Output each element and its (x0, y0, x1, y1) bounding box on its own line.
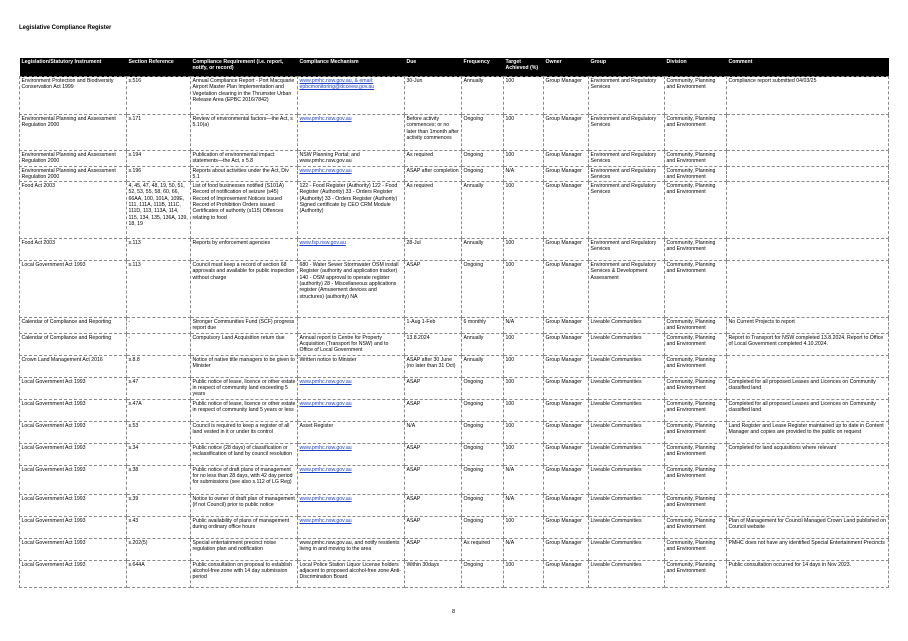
table-cell: Ongoing (462, 261, 504, 318)
table-cell: ASAP (405, 261, 462, 318)
table-cell: Liveable Communities (589, 399, 665, 421)
table-cell: Notice of native title managers to be given to Minister (191, 355, 298, 377)
table-cell: Community, Planning and Environment (665, 443, 727, 465)
table-cell: s.47 (127, 377, 191, 399)
table-cell: As required (405, 151, 462, 167)
table-cell: Local Government Act 1993 (20, 538, 127, 560)
table-cell: Local Government Act 1993 (20, 465, 127, 494)
table-cell: Local Government Act 1993 (20, 560, 127, 587)
table-cell: Community, Planning and Environment (665, 239, 727, 261)
table-cell: No Current Projects to report (727, 318, 889, 334)
table-cell: Liveable Communities (589, 377, 665, 399)
table-cell: Calendar of Compliance and Reporting (20, 333, 127, 355)
table-cell: Liveable Communities (589, 465, 665, 494)
table-cell: Liveable Communities (589, 355, 665, 377)
table-cell: Liveable Communities (589, 421, 665, 443)
table-cell[interactable]: www.pmhc.nsw.gov.au (298, 115, 405, 151)
table-cell: Environmental Planning and Assessment Regulation 2000 (20, 115, 127, 151)
table-cell: Report to Transport for NSW completed 13.8.2024. Report to Office of Local Government completed 4.10.2024. (727, 333, 889, 355)
table-cell: Public notice (28 days) of classification or reclassification of land by council resolution (191, 443, 298, 465)
table-row (20, 318, 889, 334)
compliance-register-table (19, 58, 889, 588)
col-header: Comment (727, 58, 889, 77)
table-cell: Ongoing (462, 399, 504, 421)
table-cell: Public availability of plans of management during ordinary office hours (191, 516, 298, 538)
table-cell: Liveable Communities (589, 494, 665, 516)
table-cell[interactable]: www.pmhc.nsw.gov.au (298, 399, 405, 421)
table-row (20, 333, 889, 355)
table-cell: 680 - Water Sewer Stormwater OSM install Register (authority and application tracker) 140 - OSM approval to operate register (authority) 28 - Miscellaneous applications register (Amusement devices and structures) (authority) NA (298, 261, 405, 318)
table-cell (727, 115, 889, 151)
table-cell (727, 151, 889, 167)
table-cell[interactable]: www.fsp.nsw.gov.au (298, 239, 405, 261)
table-cell: Group Manager (544, 560, 589, 587)
table-cell: 100 (504, 377, 544, 399)
col-header: Target Achieved (%) (504, 58, 544, 77)
table-cell: Land Register and Lease Register maintained up to date in Content Manager and copies are provided to the public on request (727, 421, 889, 443)
table-cell: ASAP (405, 377, 462, 399)
table-cell: N/A (504, 166, 544, 182)
col-header: Frequency (462, 58, 504, 77)
table-cell (727, 182, 889, 239)
table-cell[interactable]: www.pmhc.nsw.gov.au, & email: epbcmonitoring@dcceew.gov.au (298, 77, 405, 115)
table-cell: N/A (504, 465, 544, 494)
table-cell: Environment and Regulatory Services (589, 151, 665, 167)
table-cell: Reports by enforcement agencies (191, 239, 298, 261)
table-cell: Public notice of lease, licence or other estate in respect of community land exceeding 5 years (191, 377, 298, 399)
table-cell: 100 (504, 115, 544, 151)
table-cell: Review of environmental factors—the Act, s 5.10(a) (191, 115, 298, 151)
table-cell: Community, Planning and Environment (665, 399, 727, 421)
table-cell: Group Manager (544, 182, 589, 239)
table-cell: Community, Planning and Environment (665, 318, 727, 334)
table-cell[interactable]: www.pmhc.nsw.gov.au (298, 443, 405, 465)
table-cell: s.113 (127, 239, 191, 261)
table-cell: Public notice of lease, licence or other estate in respect of community land 5 years or less (191, 399, 298, 421)
table-cell: - (127, 333, 191, 355)
table-cell: Liveable Communities (589, 333, 665, 355)
table-cell: s.39 (127, 494, 191, 516)
table-cell: Environmental Planning and Assessment Regulation 2000 (20, 151, 127, 167)
table-cell: ASAP after completion (405, 166, 462, 182)
table-row (20, 465, 889, 494)
table-cell: List of food businesses notified (S101A) Record of notification of seizure (s45) Record of Improvement Notices issued Record of Prohibition Orders issued Certificates of authority (s115) Offences relating to food (191, 182, 298, 239)
table-cell: ASAP (405, 538, 462, 560)
table-row (20, 151, 889, 167)
table-cell[interactable]: NSW Planning Portal; and www.pmhc.nsw.gov.au (298, 151, 405, 167)
table-cell: 100 (504, 182, 544, 239)
table-cell: Community, Planning and Environment (665, 494, 727, 516)
table-cell: Annual report to Centre for Property Acquisition (Transport for NSW) and to Office of Local Government (298, 333, 405, 355)
table-cell: ASAP (405, 443, 462, 465)
col-header: Due (405, 58, 462, 77)
table-cell: Ongoing (462, 115, 504, 151)
table-cell: Community, Planning and Environment (665, 166, 727, 182)
table-cell: Local Government Act 1993 (20, 261, 127, 318)
table-cell: - (127, 318, 191, 334)
table-cell: Group Manager (544, 239, 589, 261)
table-cell: ASAP (405, 465, 462, 494)
table-cell (727, 166, 889, 182)
table-cell: 100 (504, 261, 544, 318)
table-cell: Written notice to Minister (298, 355, 405, 377)
table-cell: 100 (504, 77, 544, 115)
table-cell: Environment Protection and Biodiversity Conservation Act 1999 (20, 77, 127, 115)
col-header: Section Reference (127, 58, 191, 77)
table-cell: Ongoing (462, 377, 504, 399)
table-cell: Liveable Communities (589, 538, 665, 560)
table-cell: Group Manager (544, 421, 589, 443)
table-cell: Community, Planning and Environment (665, 182, 727, 239)
table-cell: 100 (504, 333, 544, 355)
table-cell: 100 (504, 151, 544, 167)
table-cell: Annual Compliance Report - Port Macquarie Airport Master Plan Implementation and Vegetation clearing in the Thrumster Urban Release Area (EPBC 2016/7842) (191, 77, 298, 115)
table-cell: 100 (504, 443, 544, 465)
table-row (20, 239, 889, 261)
table-cell: Ongoing (462, 465, 504, 494)
table-cell: Group Manager (544, 355, 589, 377)
table-cell: s.171 (127, 115, 191, 151)
table-cell: Annually (462, 182, 504, 239)
table-cell: Environment and Regulatory Services (589, 182, 665, 239)
table-row (20, 443, 889, 465)
table-cell[interactable]: www.pmhc.nsw.gov.au (298, 494, 405, 516)
table-cell: 4, 45, 47, 48, 19, 50, 51, 52, 53, 55, 58, 60, 66, 66AA, 100, 101A, 109E, 111, 111A, 111B, 111C, 111D, 113, 113A, 114, 115, 134, 135, 136A, 139, 18, 19 (127, 182, 191, 239)
table-cell: Ongoing (462, 166, 504, 182)
table-cell: s.53 (127, 421, 191, 443)
table-cell: Community, Planning and Environment (665, 560, 727, 587)
table-cell: Environmental Planning and Assessment Regulation 2000 (20, 166, 127, 182)
table-cell: Asset Register (298, 421, 405, 443)
table-cell: Reports about activities under the Act, Div 5.1 (191, 166, 298, 182)
table-cell: Community, Planning and Environment (665, 516, 727, 538)
table-cell: Compliance report submitted 04/03/25 (727, 77, 889, 115)
page-number: 8 (452, 609, 456, 615)
table-cell: ASAP (405, 494, 462, 516)
table-cell: 100 (504, 355, 544, 377)
table-cell: Ongoing (462, 151, 504, 167)
table-cell: 6 monthly (462, 318, 504, 334)
table-row (20, 421, 889, 443)
table-cell: 100 (504, 239, 544, 261)
table-row (20, 77, 889, 115)
table-cell (298, 318, 405, 334)
col-header: Division (665, 58, 727, 77)
table-cell: s.196 (127, 166, 191, 182)
table-row (20, 355, 889, 377)
table-cell[interactable]: www.pmhc.nsw.gov.au (298, 516, 405, 538)
table-cell: Public notice of draft plans of management for no less than 28 days, with 42 day period for submissions (see also s.112 of LG Reg) (191, 465, 298, 494)
table-cell: Public consultation occurred for 14 days in Nov 2023. (727, 560, 889, 587)
table-cell: s.644A (127, 560, 191, 587)
table-cell: 1-Aug 1-Feb (405, 318, 462, 334)
table-cell: Ongoing (462, 560, 504, 587)
table-cell: N/A (405, 421, 462, 443)
table-cell: Local Police Station Liquor License holders adjacent to proposed alcohol-free zone Anti-Discrimination Board (298, 560, 405, 587)
table-row (20, 182, 889, 239)
table-cell: N/A (504, 318, 544, 334)
table-row (20, 261, 889, 318)
table-cell: Annually (462, 333, 504, 355)
table-cell: Environment and Regulatory Services (589, 115, 665, 151)
col-header: Owner (544, 58, 589, 77)
table-cell: Environment and Regulatory Services (589, 239, 665, 261)
table-cell: s.8.8 (127, 355, 191, 377)
table-cell: Crown Land Management Act 2016 (20, 355, 127, 377)
table-cell: Group Manager (544, 333, 589, 355)
table-cell: Annually (462, 355, 504, 377)
table-cell: Within 30days (405, 560, 462, 587)
table-cell: N/A (504, 538, 544, 560)
table-cell: 122 - Food Register (Authority) 122 - Food Register (Authority) 33 - Orders Register (Authority) 33 - Orders Register (Authority) Signed certificate by CEO CRM Module (Authority) (298, 182, 405, 239)
table-cell: ASAP after 30 June (no later than 31 Oct) (405, 355, 462, 377)
table-cell (727, 261, 889, 318)
table-cell: Special entertainment precinct noise regulation plan and notification (191, 538, 298, 560)
table-cell: Food Act 2003 (20, 182, 127, 239)
table-cell: N/A (504, 494, 544, 516)
table-cell: s.43 (127, 516, 191, 538)
table-cell[interactable]: www.pmhc.nsw.gov.au, and notify residents living in and moving to the area (298, 538, 405, 560)
table-cell: Community, Planning and Environment (665, 151, 727, 167)
table-row (20, 377, 889, 399)
table-cell: s.38 (127, 465, 191, 494)
table-cell: s.516 (127, 77, 191, 115)
table-cell[interactable]: www.pmhc.nsw.gov.au (298, 465, 405, 494)
table-cell: Public consultation on proposal to establish alcohol-free zone with 14 day submission period (191, 560, 298, 587)
table-cell: s.47A (127, 399, 191, 421)
table-cell: Council must keep a record of section 68 approvals and available for public inspection without charge (191, 261, 298, 318)
table-cell (727, 355, 889, 377)
table-cell: As required (462, 538, 504, 560)
table-cell: ASAP (405, 516, 462, 538)
table-cell: Group Manager (544, 115, 589, 151)
table-cell: 100 (504, 421, 544, 443)
table-cell: Group Manager (544, 318, 589, 334)
table-cell: 28-Jul (405, 239, 462, 261)
table-cell: PMHC does not have any identified Special Entertainment Precincts (727, 538, 889, 560)
table-cell: As required (405, 182, 462, 239)
table-cell: Community, Planning and Environment (665, 377, 727, 399)
table-cell: Liveable Communities (589, 318, 665, 334)
table-cell: Local Government Act 1993 (20, 421, 127, 443)
table-cell: Local Government Act 1993 (20, 516, 127, 538)
col-header: Compliance Requirement (i.e. report, notify, or record) (191, 58, 298, 77)
table-cell: Local Government Act 1993 (20, 494, 127, 516)
table-row (20, 560, 889, 587)
col-header: Compliance Mechanism (298, 58, 405, 77)
table-cell: Group Manager (544, 494, 589, 516)
table-cell: Group Manager (544, 151, 589, 167)
table-cell: Food Act 2003 (20, 239, 127, 261)
table-cell: Ongoing (462, 421, 504, 443)
table-cell: Notice to owner of draft plan of management (if not Council) prior to public notice (191, 494, 298, 516)
table-cell: Community, Planning and Environment (665, 261, 727, 318)
table-row (20, 516, 889, 538)
table-cell: Ongoing (462, 494, 504, 516)
table-row (20, 494, 889, 516)
col-header: Legislation/Statutory Instrument (20, 58, 127, 77)
table-cell: 100 (504, 399, 544, 421)
table-cell: Annually (462, 239, 504, 261)
table-row (20, 115, 889, 151)
table-header-row (20, 58, 889, 77)
table-cell: Liveable Communities (589, 516, 665, 538)
table-row (20, 399, 889, 421)
table-cell: Group Manager (544, 538, 589, 560)
table-cell: 13.8.2024 (405, 333, 462, 355)
table-cell: Group Manager (544, 166, 589, 182)
table-cell: Environment and Regulatory Services (589, 166, 665, 182)
table-cell: Before activity commences; or no later than 1month after activity commences (405, 115, 462, 151)
table-cell: Community, Planning and Environment (665, 421, 727, 443)
table-cell: Group Manager (544, 516, 589, 538)
table-cell: Ongoing (462, 443, 504, 465)
table-cell: 100 (504, 560, 544, 587)
table-cell (727, 465, 889, 494)
table-cell: s.113 (127, 261, 191, 318)
table-cell: Completed for all proposed Leases and Licences on Community classified land (727, 399, 889, 421)
table-cell: Annually (462, 77, 504, 115)
table-row (20, 538, 889, 560)
table-cell: Liveable Communities (589, 560, 665, 587)
table-cell: Community, Planning and Environment (665, 538, 727, 560)
col-header: Group (589, 58, 665, 77)
table-cell: Calendar of Compliance and Reporting (20, 318, 127, 334)
table-cell: Group Manager (544, 465, 589, 494)
table-cell: Completed for all proposed Leases and Licences on Community classified land (727, 377, 889, 399)
table-cell: Local Government Act 1993 (20, 399, 127, 421)
table-cell: Community, Planning and Environment (665, 333, 727, 355)
document-title: Legislative Compliance Register (19, 25, 112, 31)
table-cell: Group Manager (544, 261, 589, 318)
table-cell (727, 239, 889, 261)
table-cell: Local Government Act 1993 (20, 377, 127, 399)
table-cell: Compulsory Land Acquisition return due (191, 333, 298, 355)
table-cell[interactable]: www.pmhc.nsw.gov.au (298, 166, 405, 182)
table-cell: Completed for land acquisitions where relevant (727, 443, 889, 465)
table-cell: Community, Planning and Environment (665, 465, 727, 494)
table-cell: Community, Planning and Environment (665, 355, 727, 377)
table-cell: Publication of environmental impact statements—the Act, s 5.8 (191, 151, 298, 167)
table-cell: Liveable Communities (589, 443, 665, 465)
table-cell: Environment and Regulatory Services & Development Assessment (589, 261, 665, 318)
table-row (20, 166, 889, 182)
table-cell: Community, Planning and Environment (665, 115, 727, 151)
table-cell: ASAP (405, 399, 462, 421)
table-cell: Stronger Communities Fund (SCF) progress report due (191, 318, 298, 334)
table-cell: Environment and Regulatory Services (589, 77, 665, 115)
table-cell: Group Manager (544, 399, 589, 421)
table-cell: Group Manager (544, 377, 589, 399)
table-cell: Group Manager (544, 77, 589, 115)
table-cell (727, 494, 889, 516)
table-cell: s.34 (127, 443, 191, 465)
table-cell: s.194 (127, 151, 191, 167)
table-cell: Community, Planning and Environment (665, 77, 727, 115)
table-cell: Council is required to keep a register of all land vested in it or under its control (191, 421, 298, 443)
table-cell: Group Manager (544, 443, 589, 465)
table-cell: Local Government Act 1993 (20, 443, 127, 465)
table-cell: 100 (504, 516, 544, 538)
table-cell: Plan of Management for Council Managed Crown Land published on Council website (727, 516, 889, 538)
table-cell[interactable]: www.pmhc.nsw.gov.au (298, 377, 405, 399)
table-cell: s.202(5) (127, 538, 191, 560)
table-cell: 30-Jun (405, 77, 462, 115)
table-cell: Ongoing (462, 516, 504, 538)
